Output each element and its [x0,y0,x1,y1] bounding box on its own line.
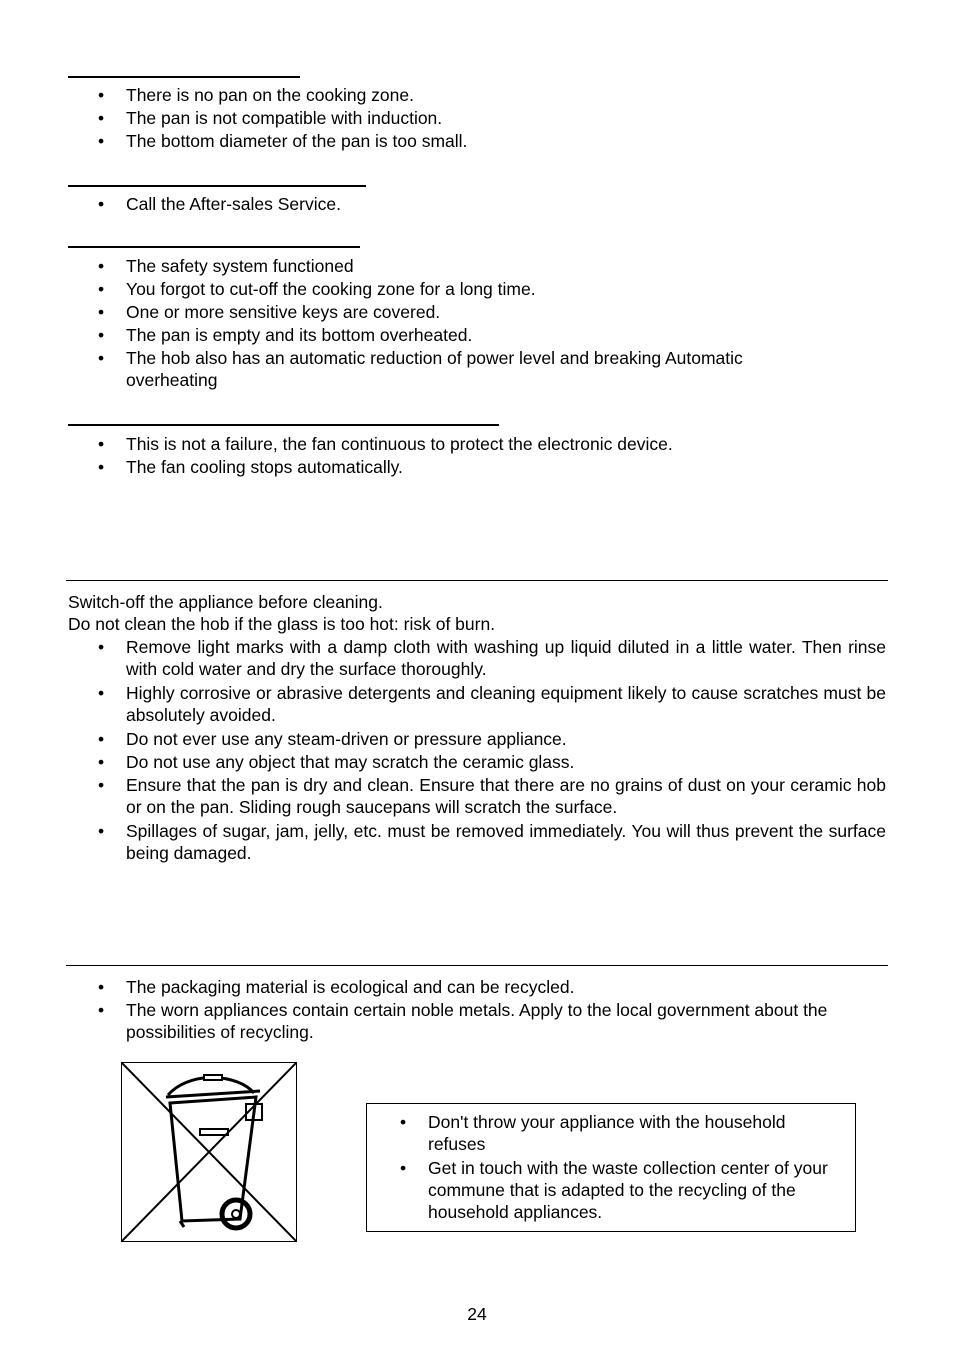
disposal-notice-list [367,1111,845,1223]
list-item: • Don't throw your appliance with the household refuses [367,1111,845,1155]
troubleshooting-list-1 [68,84,886,153]
list-item: • You forgot to cut-off the cooking zone for a long time. [68,278,828,301]
page-number: 24 [467,1304,487,1324]
section-rule-1 [68,76,300,78]
list-item: • Spillages of sugar, jam, jelly, etc. must be removed immediately. You will thus prevent the surface being damaged. [68,820,886,864]
environment-section-rule [66,965,888,966]
list-item: • The packaging material is ecological and can be recycled. [68,976,886,999]
list-item: • There is no pan on the cooking zone. [68,84,886,107]
section-rule-3 [68,246,360,248]
list-item: • Do not ever use any steam-driven or pressure appliance. [68,728,886,751]
cleaning-intro-line: Do not clean the hob if the glass is too hot: risk of burn. [68,614,496,634]
troubleshooting-list-2 [68,193,886,216]
list-item: • The fan cooling stops automatically. [68,456,886,479]
list-item: • The safety system functioned [68,255,828,278]
disposal-notice-box [366,1103,856,1232]
environment-list [68,976,886,1043]
list-item: • One or more sensitive keys are covered. [68,301,828,324]
list-item: • Ensure that the pan is dry and clean. Ensure that there are no grains of dust on your ceramic hob or on the pan. Sliding rough saucepans will scratch the surface. [68,774,886,818]
list-item: • The pan is empty and its bottom overheated. [68,324,828,347]
list-item: • Do not use any object that may scratch the ceramic glass. [68,751,886,774]
crossed-out-wheelie-bin-icon [121,1062,297,1242]
list-item: • Get in touch with the waste collection center of your commune that is adapted to the recycling of the household appliances. [367,1157,845,1223]
list-item: • Highly corrosive or abrasive detergents and cleaning equipment likely to cause scratches must be absolutely avoided. [68,682,886,726]
section-rule-4 [68,424,499,426]
section-rule-2 [68,185,366,187]
list-item: • The pan is not compatible with induction. [68,107,886,130]
list-item: • Remove light marks with a damp cloth with washing up liquid diluted in a little water. Then rinse with cold water and dry the surface thoroughly. [68,636,886,680]
list-item: • This is not a failure, the fan continuous to protect the electronic device. [68,433,886,456]
troubleshooting-list-3 [68,255,828,391]
troubleshooting-list-4 [68,433,886,479]
cleaning-list [68,636,886,864]
cleaning-intro-line: Switch-off the appliance before cleaning. [68,592,383,612]
cleaning-section-rule [66,580,888,581]
list-item: • The worn appliances contain certain noble metals. Apply to the local government about the possibilities of recycling. [68,999,886,1043]
list-item: • The hob also has an automatic reduction of power level and breaking Automatic overheating [68,347,828,391]
list-item: • The bottom diameter of the pan is too small. [68,130,886,153]
list-item: • Call the After-sales Service. [68,193,886,216]
